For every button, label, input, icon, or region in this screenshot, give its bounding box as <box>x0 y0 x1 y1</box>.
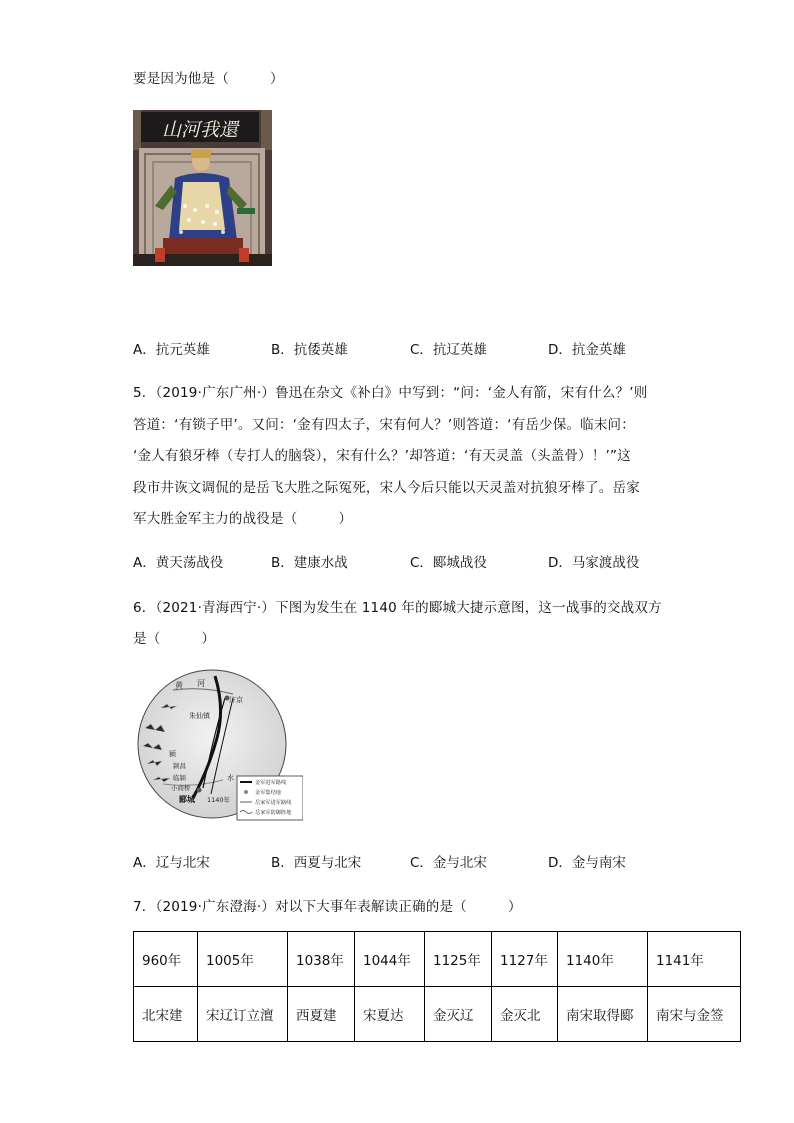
q4-stem-tail: 要是因为他是（ ） <box>133 71 284 87</box>
table-cell-year: 1127年 <box>492 932 558 987</box>
table-cell-event: 南宋取得郾 <box>558 987 648 1042</box>
map-label-linying: 临颍 <box>173 774 186 782</box>
legend-jin-route: 金军进军路线 <box>255 780 287 786</box>
table-cell-year: 960年 <box>134 932 198 987</box>
table-cell-year: 1125年 <box>425 932 492 987</box>
table-cell-year: 1005年 <box>198 932 288 987</box>
table-cell-event: 西夏建 <box>288 987 355 1042</box>
table-cell-year: 1038年 <box>288 932 355 987</box>
q5-stem-line-5: 军大胜金军主力的战役是（ ） <box>133 511 353 527</box>
q4-option-b: B．抗倭英雄 <box>271 342 348 358</box>
q6-stem-line-1: 6．（2021·青海西宁·）下图为发生在 1140 年的郾城大捷示意图，这一战事的交战双方 <box>133 600 662 616</box>
map-label-year: 1140年 <box>207 796 231 804</box>
map-label-bianjing: 汴京 <box>229 696 243 704</box>
plaque-calligraphy: 山河我還 <box>161 119 239 141</box>
table-cell-event: 金灭北 <box>492 987 558 1042</box>
table-cell-event: 金灭辽 <box>425 987 492 1042</box>
map-label-yingchang: 颍昌 <box>173 762 186 770</box>
q4-option-c: C．抗辽英雄 <box>410 342 487 358</box>
legend-yue-defense: 岳家军防御阵地 <box>255 810 292 816</box>
map-label-ying: 颍 <box>169 750 176 758</box>
q5-stem-line-2: 答道：‘有锁子甲’。又问：‘金有四太子，宋有何人？’则答道：‘有岳少保。临末问： <box>133 417 635 433</box>
q5-option-a: A．黄天荡战役 <box>133 555 224 571</box>
yue-fei-statue-image <box>133 110 272 266</box>
q6-option-c: C．金与北宋 <box>410 855 487 871</box>
table-cell-event: 宋辽订立澶 <box>198 987 288 1042</box>
table-cell-event: 北宋建 <box>134 987 198 1042</box>
q5-option-d: D．马家渡战役 <box>548 555 640 571</box>
map-label-zhuxianzhen: 朱仙镇 <box>189 712 210 720</box>
q6-stem-line-2: 是（ ） <box>133 631 216 647</box>
table-cell-event: 宋夏达 <box>355 987 425 1042</box>
q5-stem-line-3: ‘金人有狼牙棒（专打人的脑袋），宋有什么？’却答道：‘有天灵盖（头盖骨）！’”这 <box>133 448 631 464</box>
map-label-shui: 水 <box>227 774 234 782</box>
table-cell-event: 南宋与金签 <box>648 987 741 1042</box>
q4-option-d: D．抗金英雄 <box>548 342 626 358</box>
q5-stem-line-1: 5．（2019·广东广州·）鲁迅在杂文《补白》中写到：“问：‘金人有箭，宋有什么？’则 <box>133 385 648 401</box>
q4-option-a: A．抗元英雄 <box>133 342 210 358</box>
map-label-huang: 黄 <box>175 681 183 690</box>
q5-option-b: B．建康水战 <box>271 555 348 571</box>
legend-yue-route: 岳家军进军路线 <box>255 800 292 806</box>
table-cell-year: 1140年 <box>558 932 648 987</box>
q7-stem: 7．（2019·广东澄海·）对以下大事年表解读正确的是（ ） <box>133 899 522 915</box>
map-label-he: 河 <box>197 679 205 688</box>
table-row-events <box>134 987 741 1042</box>
q5-stem-line-4: 段市井诙文调侃的是岳飞大胜之际冤死，宋人今后只能以天灵盖对抗狼牙棒了。岳家 <box>133 480 640 496</box>
legend-jin-camp: 金军集结地 <box>255 790 281 796</box>
map-label-xiaoshangqiao: 小商桥 <box>171 784 191 792</box>
chronology-table <box>133 931 741 1042</box>
table-row-years <box>134 932 741 987</box>
yancheng-battle-map <box>133 668 303 823</box>
table-cell-year: 1141年 <box>648 932 741 987</box>
q6-option-a: A．辽与北宋 <box>133 855 210 871</box>
map-label-yancheng: 郾城 <box>179 795 195 804</box>
q6-option-b: B．西夏与北宋 <box>271 855 362 871</box>
table-cell-year: 1044年 <box>355 932 425 987</box>
q5-option-c: C．郾城战役 <box>410 555 487 571</box>
q6-option-d: D．金与南宋 <box>548 855 626 871</box>
